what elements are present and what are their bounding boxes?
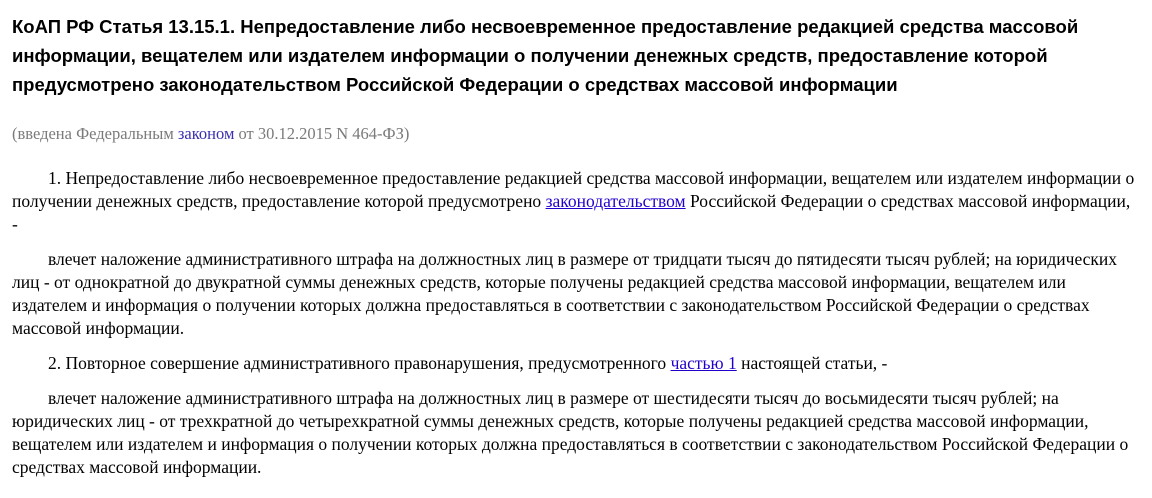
part-2-text-after-link: настоящей статьи, - [736,353,888,373]
part-1-sanction: влечет наложение административного штрафа на должностных лиц в размере от тридцати тысяч до пятидесяти тысяч рублей; на юридических лиц - от однократной до двукратной суммы денежных средств, которые получены редакцией средства массовой информации, вещателем или издателем и информация о получении которых должна предоставляться в соответствии с законодательством Российской Федерации о средствах массовой информации. [12,249,1118,338]
part-2-disposition [12,352,1140,375]
part-1-reference-link[interactable]: частью 1 [670,353,737,373]
part-1-text-after-link: Российской Федерации о средствах массовой информации, - [12,191,1131,234]
article-title: КоАП РФ Статья 13.15.1. Непредоставление либо несвоевременное предоставление редакцией средства массовой информации, вещателем или издателем информации о получении денежных средств, предоставление которой предусмотрено законодательством Российской Федерации о средствах массовой информации [12,16,1079,95]
federal-law-link[interactable]: законом [177,124,235,143]
part-1-disposition [12,167,1140,236]
amendment-note-prefix: (введена Федеральным [12,124,178,143]
part-2-sanction: влечет наложение административного штрафа на должностных лиц в размере от шестидесяти тысяч до восьмидесяти тысяч рублей; на юридических лиц - от трехкратной до четырехкратной суммы денежных средств, которые получены редакцией средства массовой информации, вещателем или издателем и информация о получении которых должна предоставляться в соответствии с законодательством Российской Федерации о средствах массовой информации. [12,388,1129,477]
amendment-note [12,124,1140,144]
legislation-link[interactable]: законодательством [545,191,686,211]
part-2-text-before-link: 2. Повторное совершение административного правонарушения, предусмотренного [48,353,671,373]
amendment-note-suffix: от 30.12.2015 N 464-ФЗ) [234,124,410,143]
part-1-text-before-link: 1. Непредоставление либо несвоевременное предоставление редакцией средства массовой информации, вещателем или издателем информации о получении денежных средств, предоставление которой предусмотрено [12,168,1135,211]
article-page [12,12,1140,479]
